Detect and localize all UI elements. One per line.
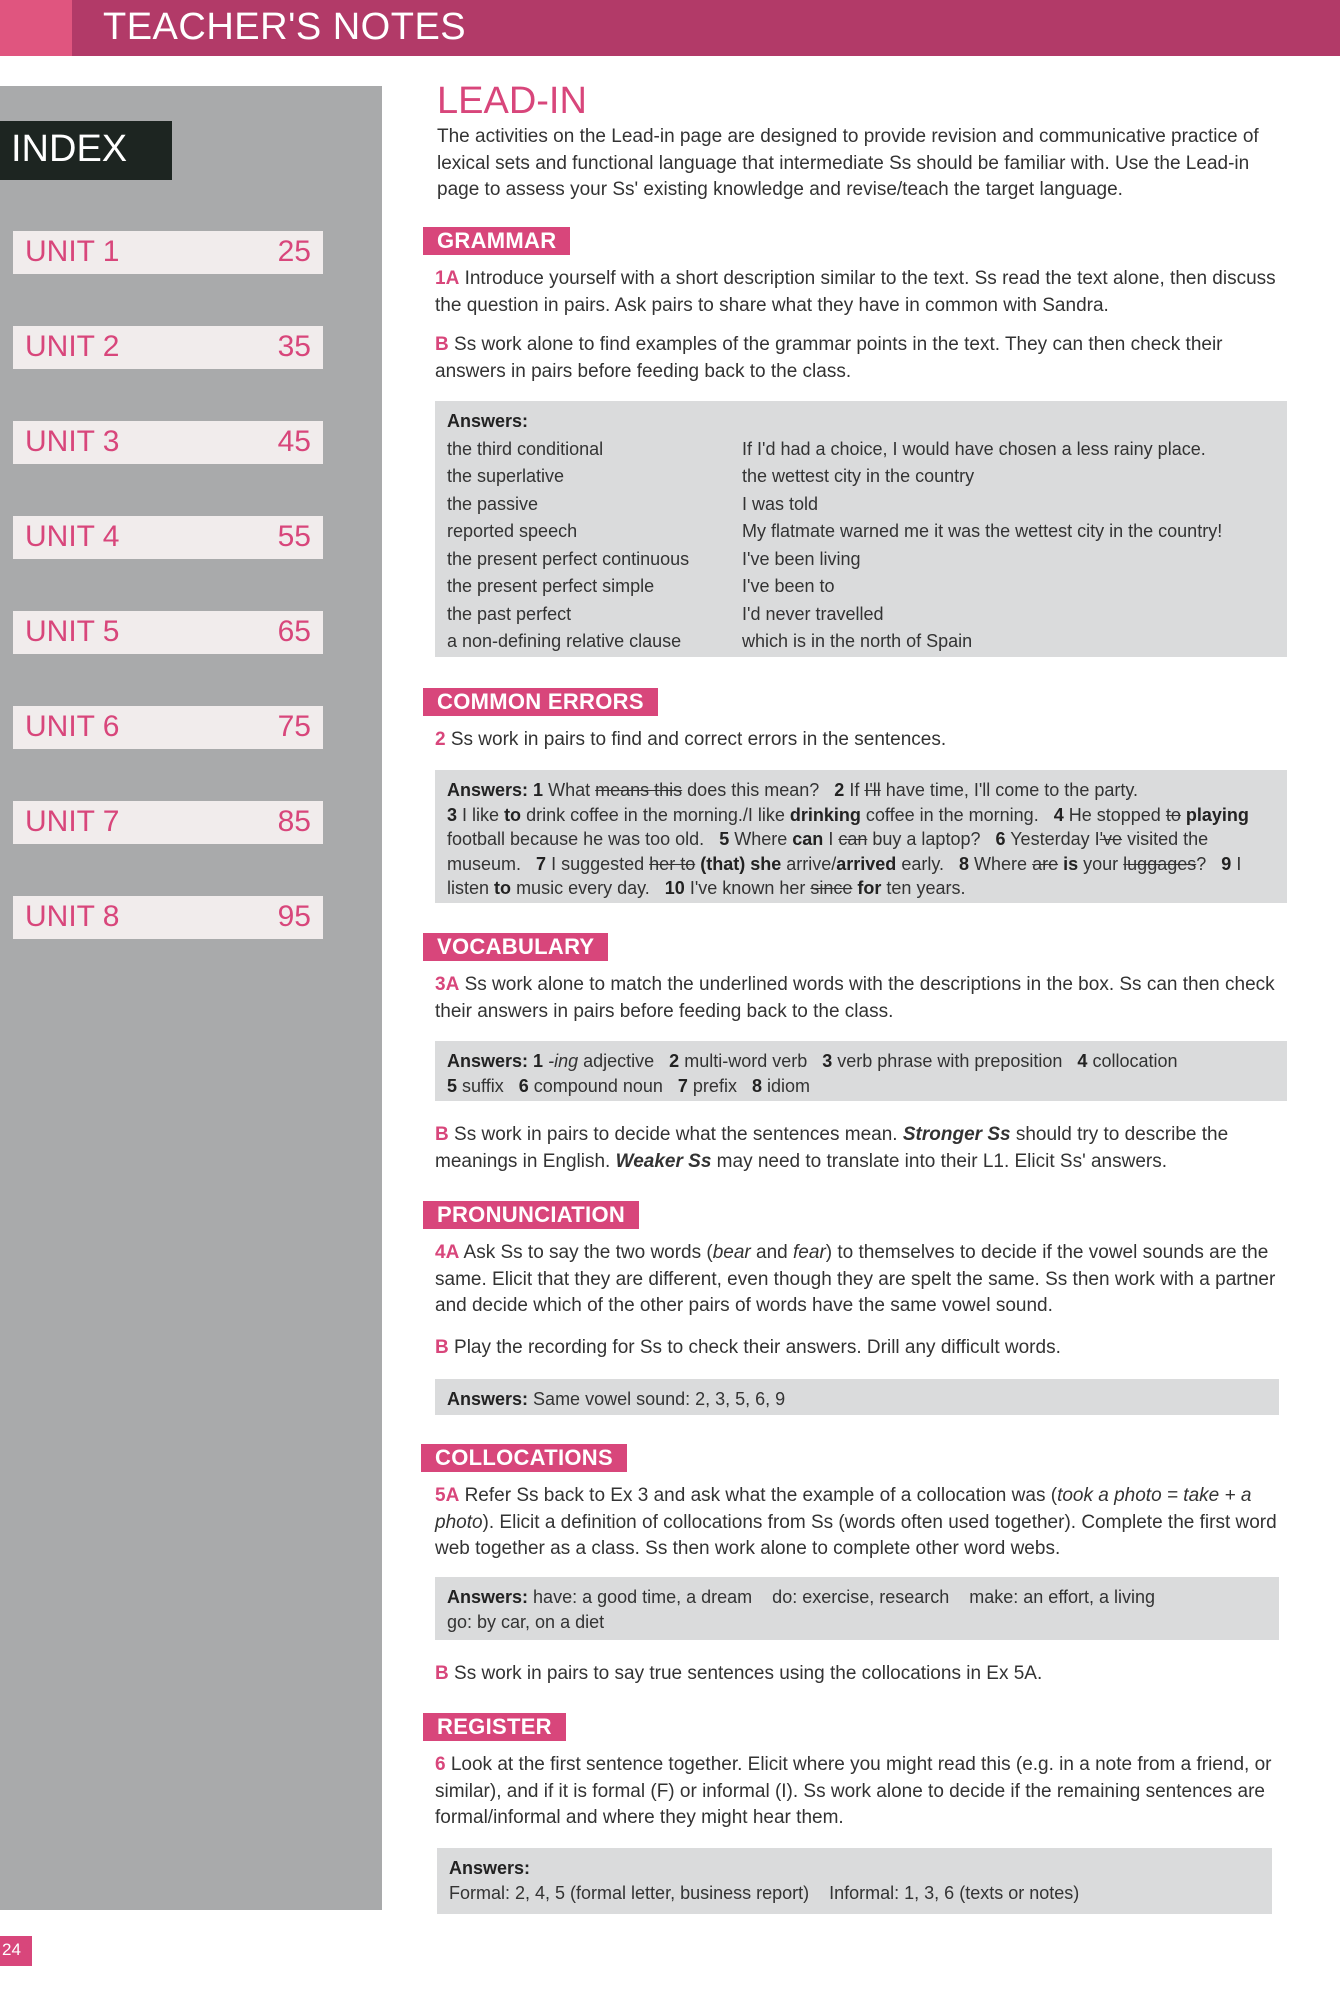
- answer-text: I listen: [447, 853, 1242, 898]
- unit-page: 55: [277, 520, 311, 553]
- common-errors-2: [435, 727, 1290, 754]
- header-accent: [0, 0, 72, 56]
- exercise-text: may need to translate into their L1. Elicit Ss' answers.: [716, 1150, 1168, 1172]
- exercise-text: Look at the first sentence together. Elicit where you might read this (e.g. in a note from a friend, or similar), and if it is formal (F) or informal (I). Ss work alone to decide if the remaining sentences are formal/informal and where they might hear them.: [435, 1754, 1272, 1828]
- grammar-1a: [435, 266, 1290, 319]
- struck-word: can: [838, 829, 868, 849]
- answer-text: your: [1083, 853, 1119, 874]
- grammar-answers-box: [435, 401, 1287, 657]
- answer-text: Yesterday I: [1010, 829, 1100, 849]
- unit-page: 65: [277, 615, 311, 648]
- answer-number: 2: [834, 780, 845, 800]
- answer-text: football because he was too old.: [447, 829, 705, 849]
- exercise-number: 2: [435, 729, 446, 750]
- answer-number: 3: [822, 1051, 833, 1071]
- collocations-heading: COLLOCATIONS: [421, 1444, 627, 1472]
- answers-label: Answers:: [447, 780, 529, 800]
- collocations-5a: [435, 1483, 1290, 1563]
- struck-word: to: [1165, 804, 1181, 825]
- grammar-point: a non-defining relative clause: [447, 631, 682, 651]
- unit-page: 75: [277, 710, 311, 743]
- answer-number: 7: [536, 853, 547, 874]
- unit-link-4[interactable]: [13, 516, 323, 559]
- exercise-text: should try to describe the meanings in English.: [435, 1124, 1229, 1172]
- answer-number: 8: [959, 853, 970, 874]
- grammar-point: the third conditional: [447, 438, 604, 459]
- collocations-5b: [435, 1661, 1290, 1688]
- unit-link-3[interactable]: [13, 421, 323, 464]
- answer-text: go: by car, on a diet: [447, 1611, 605, 1632]
- answer-number: 2: [669, 1051, 680, 1071]
- answer-text: prefix: [692, 1075, 737, 1096]
- answer-text: ?: [1196, 853, 1207, 874]
- answer-text: compound noun: [533, 1075, 663, 1096]
- grammar-example: I was told: [742, 493, 819, 514]
- answer-text: What: [548, 780, 591, 800]
- pronunciation-answers-box: [435, 1379, 1279, 1415]
- vocabulary-3b: [435, 1122, 1290, 1175]
- grammar-point: the present perfect simple: [447, 576, 655, 596]
- answer-number: 6: [995, 829, 1006, 849]
- answer-text: Where: [734, 829, 788, 849]
- answer-italic: -ing: [548, 1051, 579, 1071]
- header-bar: [0, 0, 1340, 56]
- register-6: [435, 1752, 1290, 1832]
- answer-text: I: [828, 829, 834, 849]
- answer-text: I've known her: [689, 878, 806, 898]
- answer-text: Formal: 2, 4, 5 (formal letter, business report) Informal: 1, 3, 6 (texts or notes): [449, 1882, 1080, 1903]
- answer-text: coffee in the morning.: [865, 804, 1039, 825]
- exercise-number: 4A: [435, 1242, 460, 1263]
- grammar-point: the past perfect: [447, 603, 572, 624]
- answer-number: 3: [447, 804, 458, 825]
- unit-link-1[interactable]: [13, 231, 323, 274]
- struck-word: her to: [649, 853, 696, 874]
- register-heading: REGISTER: [423, 1713, 566, 1741]
- answer-text: ten years.: [886, 878, 966, 898]
- italic-word: fear: [793, 1242, 826, 1263]
- answer-text: visited the museum.: [447, 829, 1209, 874]
- corrected-word: playing: [1185, 804, 1249, 825]
- italic-word: bear: [712, 1242, 751, 1263]
- register-answers-box: [437, 1848, 1272, 1914]
- answer-text: I suggested: [551, 853, 645, 874]
- answer-number: 8: [751, 1075, 762, 1096]
- grammar-1b: [435, 332, 1290, 385]
- stronger-ss: Stronger Ss: [902, 1124, 1011, 1145]
- exercise-text: Play the recording for Ss to check their answers. Drill any difficult words.: [454, 1337, 1061, 1358]
- exercise-text: Ss work alone to match the underlined words with the descriptions in the box. Ss can then check their answers in pairs before feeding back to the class.: [435, 974, 1275, 1022]
- unit-link-2[interactable]: [13, 326, 323, 369]
- index-label: INDEX: [11, 128, 128, 170]
- corrected-word: is: [1063, 853, 1079, 874]
- exercise-number: 3A: [435, 974, 460, 995]
- exercise-text: Refer Ss back to Ex 3 and ask what the example of a collocation was (: [464, 1485, 1058, 1506]
- index-heading: [0, 121, 172, 180]
- corrected-word: to: [504, 804, 522, 825]
- answer-text: early.: [901, 853, 944, 874]
- answer-number: 5: [719, 829, 730, 849]
- exercise-number: B: [435, 334, 449, 355]
- corrected-word: drinking: [789, 804, 861, 825]
- vocabulary-answers-box: [435, 1041, 1287, 1101]
- answer-text: He stopped: [1068, 804, 1161, 825]
- exercise-number: 1A: [435, 268, 460, 289]
- answer-text: I like: [462, 804, 500, 825]
- grammar-answers-table: [447, 436, 1275, 655]
- common-errors-heading: COMMON ERRORS: [423, 688, 658, 716]
- exercise-text: Ss work in pairs to find and correct errors in the sentences.: [450, 729, 947, 750]
- exercise-number: 5A: [435, 1485, 460, 1506]
- answer-text: drink coffee in the morning./I like: [526, 804, 785, 825]
- vocabulary-3a: [435, 972, 1290, 1025]
- answer-number: 1: [533, 1051, 544, 1071]
- corrected-word: can: [792, 829, 824, 849]
- struck-word: I'll: [864, 780, 881, 800]
- struck-word: since: [810, 878, 853, 898]
- struck-word: are: [1032, 853, 1059, 874]
- answer-number: 7: [677, 1075, 688, 1096]
- struck-word: means this: [595, 780, 683, 800]
- exercise-text: Ss work alone to find examples of the grammar points in the text. They can then check their answers in pairs before feeding back to the class.: [435, 334, 1223, 382]
- struck-word: luggages: [1123, 853, 1197, 874]
- unit-link-8[interactable]: [13, 896, 323, 939]
- grammar-example: I've been living: [742, 548, 861, 569]
- answer-text: verb phrase with preposition: [837, 1051, 1063, 1071]
- grammar-heading: GRAMMAR: [423, 227, 570, 255]
- answer-text: music every day.: [516, 878, 650, 898]
- grammar-example: which is in the north of Spain: [742, 631, 973, 651]
- unit-label: UNIT 5: [25, 615, 120, 648]
- answer-text: Where: [974, 853, 1028, 874]
- answer-text: If: [849, 780, 860, 800]
- grammar-example: My flatmate warned me it was the wettest city in the country!: [742, 521, 1223, 541]
- grammar-point: the superlative: [447, 466, 565, 486]
- unit-label: UNIT 4: [25, 520, 120, 553]
- corrected-word: arrived: [836, 853, 897, 874]
- corrected-word: for: [857, 878, 882, 898]
- answer-text: buy a laptop?: [872, 829, 981, 849]
- answers-label: Answers:: [447, 411, 529, 431]
- answer-text: idiom: [766, 1075, 810, 1096]
- answers-label: Answers:: [447, 1587, 529, 1607]
- corrected-word: (that) she: [700, 853, 782, 874]
- exercise-number: B: [435, 1124, 449, 1145]
- answer-text: does this mean?: [687, 780, 820, 800]
- answer-text: Same vowel sound: 2, 3, 5, 6, 9: [533, 1389, 786, 1409]
- grammar-point: reported speech: [447, 521, 578, 541]
- answer-number: 1: [533, 780, 544, 800]
- page-number: [0, 1936, 32, 1966]
- answer-number: 4: [1053, 804, 1064, 825]
- unit-page: 35: [277, 330, 311, 363]
- corrected-word: to: [494, 878, 512, 898]
- grammar-point: the passive: [447, 493, 539, 514]
- exercise-number: B: [435, 1663, 449, 1684]
- unit-label: UNIT 6: [25, 710, 120, 743]
- exercise-number: B: [435, 1337, 449, 1358]
- answer-number: 4: [1077, 1051, 1088, 1071]
- page-header-title: TEACHER'S NOTES: [103, 6, 467, 48]
- grammar-point: the present perfect continuous: [447, 548, 690, 569]
- answer-text: collocation: [1092, 1051, 1178, 1071]
- answer-number: 9: [1221, 853, 1232, 874]
- exercise-text: Ask Ss to say the two words (: [463, 1242, 713, 1263]
- page-number-text: 24: [2, 1940, 21, 1959]
- unit-label: UNIT 7: [25, 805, 120, 838]
- grammar-example: If I'd had a choice, I would have chosen a less rainy place.: [742, 438, 1206, 459]
- italic-example: took a photo = take + a photo: [435, 1485, 1252, 1533]
- answer-number: 10: [664, 878, 685, 898]
- exercise-number: 6: [435, 1754, 446, 1775]
- collocations-answers-box: [435, 1577, 1279, 1640]
- exercise-text: Introduce yourself with a short description similar to the text. Ss read the text alone, then discuss the question in pairs. Ask pairs to share what they have in common with Sandra.: [435, 268, 1276, 316]
- answer-text: have: a good time, a dream do: exercise, research make: an effort, a living: [533, 1587, 1156, 1607]
- weaker-ss: Weaker Ss: [615, 1150, 712, 1172]
- unit-label: UNIT 1: [25, 235, 120, 268]
- answer-text: arrive/: [786, 853, 837, 874]
- intro-paragraph: The activities on the Lead-in page are designed to provide revision and communicative practice of lexical sets and functional language that intermediate Ss should be familiar with. Use the Lead-in page to assess your Ss' existing knowledge and revise/teach the target language.: [437, 126, 1259, 200]
- answers-label: Answers:: [447, 1051, 529, 1071]
- unit-link-7[interactable]: [13, 801, 323, 844]
- section-title: LEAD-IN: [437, 80, 587, 122]
- exercise-text: ). Elicit a definition of collocations from Ss (words often used together). Complete the first word web together as a class. Ss then work alone to complete other word webs.: [435, 1511, 1277, 1559]
- unit-page: 25: [277, 235, 311, 268]
- unit-page: 85: [277, 805, 311, 838]
- unit-page: 95: [277, 900, 311, 933]
- exercise-text: Ss work in pairs to say true sentences using the collocations in Ex 5A.: [454, 1663, 1043, 1684]
- exercise-text: and: [756, 1242, 788, 1263]
- answers-label: Answers:: [447, 1389, 529, 1409]
- pronunciation-4b: [435, 1335, 1290, 1362]
- grammar-example: the wettest city in the country: [742, 466, 975, 486]
- answer-number: 5: [447, 1075, 458, 1096]
- unit-label: UNIT 2: [25, 330, 120, 363]
- unit-label: UNIT 8: [25, 900, 120, 933]
- common-errors-answers-box: [435, 770, 1287, 903]
- unit-link-6[interactable]: [13, 706, 323, 749]
- grammar-example: I've been to: [742, 576, 835, 596]
- answer-number: 6: [518, 1075, 529, 1096]
- pronunciation-heading: PRONUNCIATION: [423, 1201, 639, 1229]
- answer-text: multi-word verb: [684, 1051, 808, 1071]
- answer-text: suffix: [462, 1075, 504, 1096]
- exercise-text: ) to themselves to decide if the vowel sounds are the same. Elicit that they are different, even though they are spelt the same. Ss then work with a partner and decide which of the other pairs of words have the same vowel sound.: [435, 1242, 1276, 1316]
- answer-text: adjective: [583, 1051, 655, 1071]
- grammar-example: I'd never travelled: [742, 603, 884, 624]
- struck-word: 've: [1099, 829, 1123, 849]
- answer-text: have time, I'll come to the party.: [885, 780, 1139, 800]
- unit-page: 45: [277, 425, 311, 458]
- unit-label: UNIT 3: [25, 425, 120, 458]
- vocabulary-heading: VOCABULARY: [423, 933, 608, 961]
- unit-link-5[interactable]: [13, 611, 323, 654]
- answers-label: Answers:: [449, 1858, 531, 1878]
- pronunciation-4a: [435, 1240, 1290, 1320]
- exercise-text: Ss work in pairs to decide what the sentences mean.: [454, 1124, 898, 1145]
